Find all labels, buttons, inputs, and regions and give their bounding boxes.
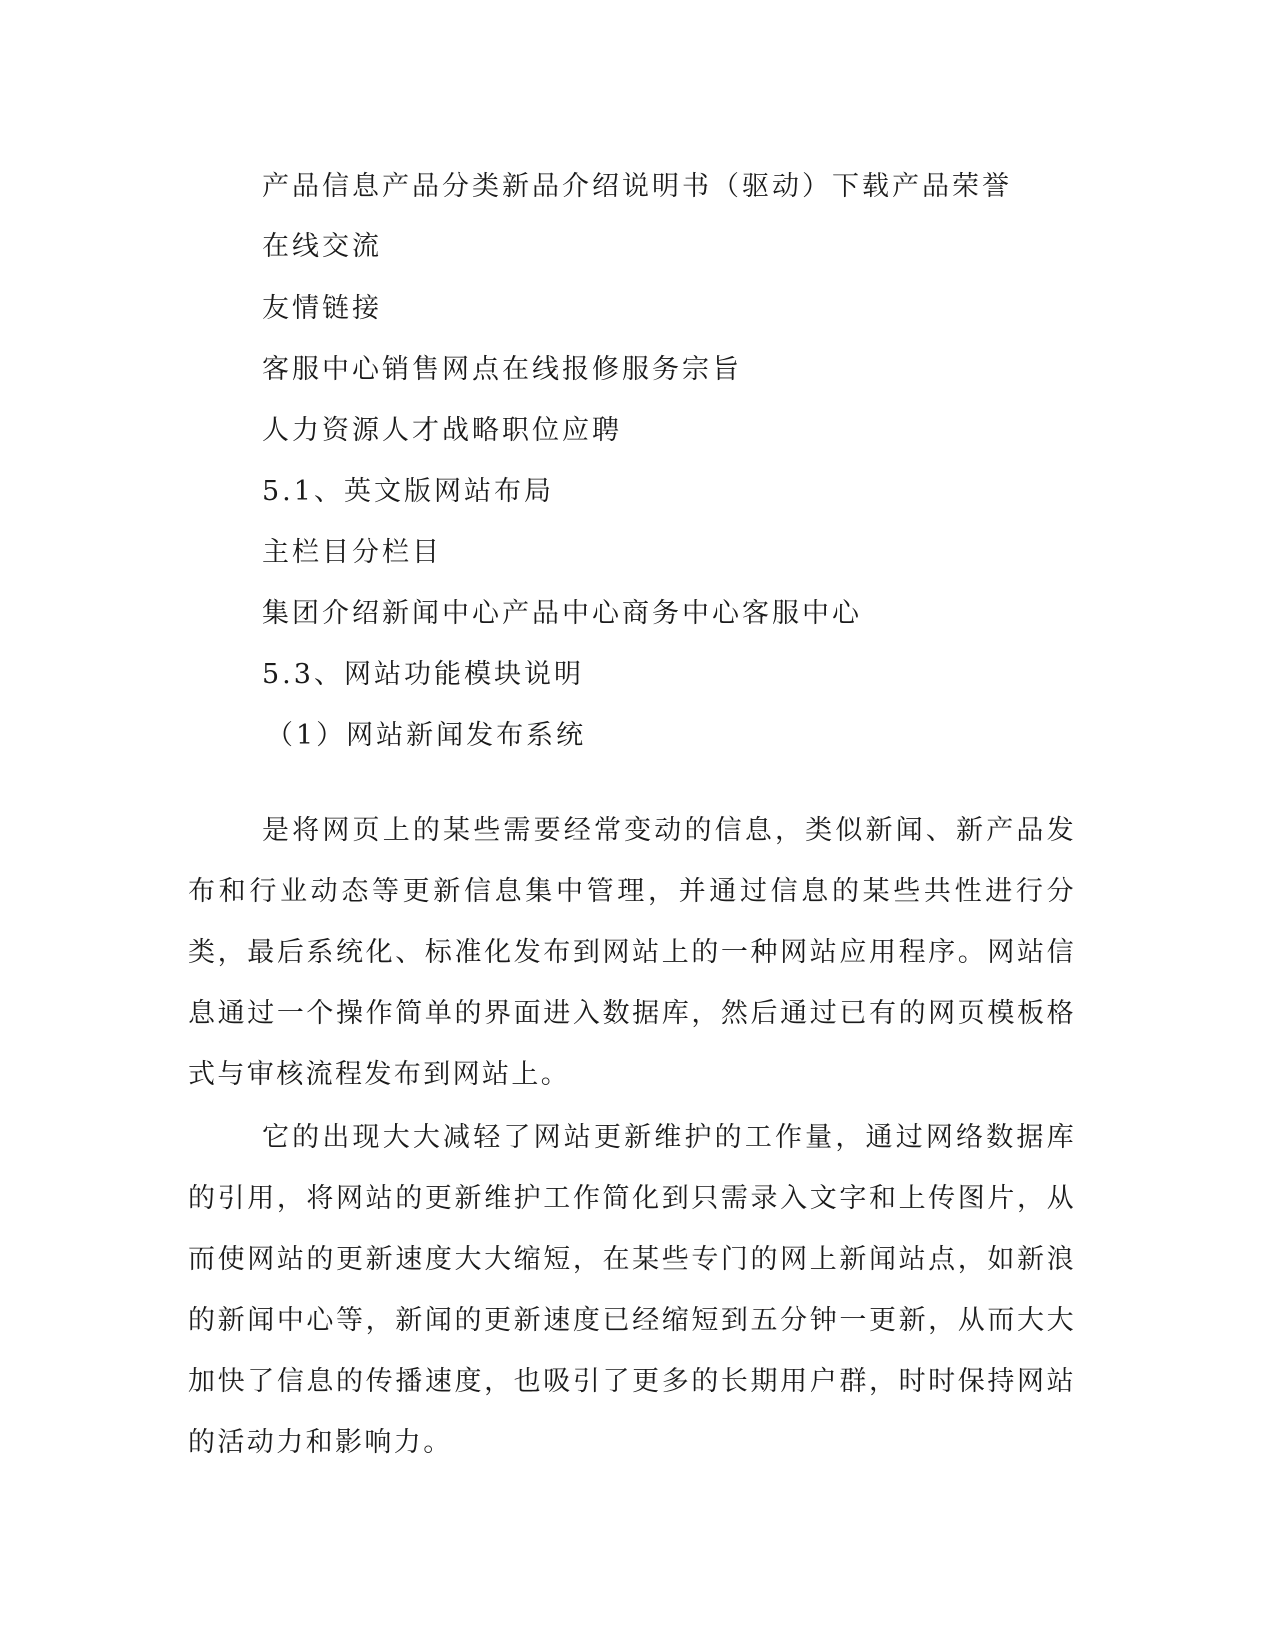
menu-line-friend-links: 友情链接 [262,293,382,324]
menu-line-human-resources: 人力资源人才战略职位应聘 [262,415,622,446]
subsection-heading-news-system: （1）网站新闻发布系统 [266,720,587,751]
menu-line-main-columns: 主栏目分栏目 [262,537,442,568]
section-heading-english-layout: 5.1、英文版网站布局 [262,476,554,507]
body-paragraph-benefits: 它的出现大大减轻了网站更新维护的工作量，通过网络数据库的引用，将网站的更新维护工作简化到只需录入文字和上传图片，从而使网站的更新速度大大缩短，在某些专门的网上新闻站点，如新浪的新闻中心等，新闻的更新速度已经缩短到五分钟一更新，从而大大加快了信息的传播速度，也吸引了更多的长期用户群，时时保持网站的活动力和影响力。 [188,1122,1076,1458]
menu-line-online-chat: 在线交流 [262,231,382,262]
menu-line-customer-service: 客服中心销售网点在线报修服务宗旨 [262,354,742,385]
section-heading-function-modules: 5.3、网站功能模块说明 [262,659,584,690]
menu-line-product-info: 产品信息产品分类新品介绍说明书（驱动）下载产品荣誉 [262,171,1012,202]
menu-line-group-centers: 集团介绍新闻中心产品中心商务中心客服中心 [262,598,862,629]
body-paragraph-news-system: 是将网页上的某些需要经常变动的信息，类似新闻、新产品发布和行业动态等更新信息集中管理，并通过信息的某些共性进行分类，最后系统化、标准化发布到网站上的一种网站应用程序。网站信息通过一个操作简单的界面进入数据库，然后通过已有的网页模板格式与审核流程发布到网站上。 [188,815,1076,1090]
